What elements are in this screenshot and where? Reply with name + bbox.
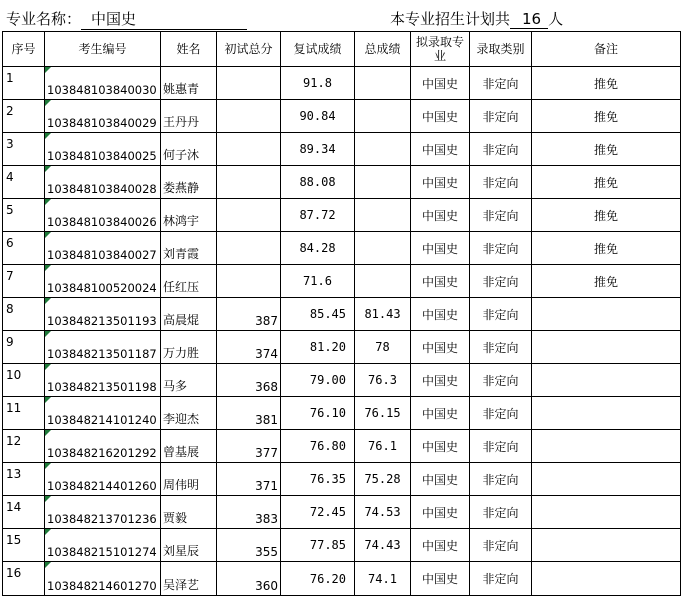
cell-category: 非定向 <box>470 463 532 496</box>
col-header-id: 考生编号 <box>45 32 161 67</box>
cell-category: 非定向 <box>470 166 532 199</box>
table-row <box>3 133 681 166</box>
cell-initial-score <box>217 67 281 100</box>
cell-candidate-id <box>45 133 161 166</box>
cell-total-score: 78 <box>355 331 411 364</box>
cell-category: 非定向 <box>470 397 532 430</box>
cell-seq: 5 <box>3 199 45 232</box>
cell-candidate-id <box>45 430 161 463</box>
cell-total-score <box>355 199 411 232</box>
cell-initial-score: 381 <box>217 397 281 430</box>
cell-retest-score: 76.20 <box>281 562 355 596</box>
plan-line <box>390 8 563 29</box>
cell-candidate-id <box>45 529 161 562</box>
cell-name: 任红压 <box>161 265 217 298</box>
cell-seq: 10 <box>3 364 45 397</box>
cell-major: 中国史 <box>411 331 470 364</box>
cell-note: 推免 <box>532 133 681 166</box>
col-header-initial: 初试总分 <box>217 32 281 67</box>
cell-note: 推免 <box>532 199 681 232</box>
candidate-id-text: 103848213701236 <box>47 512 157 526</box>
cell-retest-score: 84.28 <box>281 232 355 265</box>
col-header-seq: 序号 <box>3 32 45 67</box>
cell-name: 何子沐 <box>161 133 217 166</box>
cell-category: 非定向 <box>470 100 532 133</box>
cell-candidate-id <box>45 232 161 265</box>
cell-candidate-id <box>45 100 161 133</box>
cell-seq: 2 <box>3 100 45 133</box>
cell-seq: 16 <box>3 562 45 596</box>
cell-total-score: 76.1 <box>355 430 411 463</box>
cell-name: 姚惠青 <box>161 67 217 100</box>
candidate-id-text: 103848214101240 <box>47 413 157 427</box>
cell-note <box>532 364 681 397</box>
cell-name: 吴泽艺 <box>161 562 217 596</box>
cell-category: 非定向 <box>470 298 532 331</box>
cell-note <box>532 496 681 529</box>
cell-candidate-id <box>45 67 161 100</box>
cell-seq: 8 <box>3 298 45 331</box>
cell-note: 推免 <box>532 166 681 199</box>
candidate-id-text: 103848214401260 <box>47 479 157 493</box>
cell-major: 中国史 <box>411 463 470 496</box>
candidate-id-text: 103848103840028 <box>47 182 157 196</box>
text-number-indicator-icon <box>45 133 51 139</box>
cell-initial-score <box>217 232 281 265</box>
cell-note: 推免 <box>532 232 681 265</box>
candidate-id-text: 103848103840026 <box>47 215 157 229</box>
cell-category: 非定向 <box>470 133 532 166</box>
cell-retest-score: 71.6 <box>281 265 355 298</box>
cell-retest-score: 85.45 <box>281 298 355 331</box>
candidate-id-text: 103848213501198 <box>47 380 157 394</box>
cell-major: 中国史 <box>411 364 470 397</box>
cell-major: 中国史 <box>411 67 470 100</box>
text-number-indicator-icon <box>45 100 51 106</box>
cell-retest-score: 72.45 <box>281 496 355 529</box>
cell-seq: 1 <box>3 67 45 100</box>
cell-retest-score: 79.00 <box>281 364 355 397</box>
cell-initial-score: 387 <box>217 298 281 331</box>
cell-major: 中国史 <box>411 199 470 232</box>
cell-category: 非定向 <box>470 232 532 265</box>
cell-seq: 9 <box>3 331 45 364</box>
cell-candidate-id <box>45 298 161 331</box>
text-number-indicator-icon <box>45 232 51 238</box>
cell-category: 非定向 <box>470 430 532 463</box>
cell-major: 中国史 <box>411 166 470 199</box>
cell-candidate-id <box>45 562 161 596</box>
cell-note <box>532 331 681 364</box>
table-row <box>3 463 681 496</box>
cell-category: 非定向 <box>470 364 532 397</box>
text-number-indicator-icon <box>45 265 51 271</box>
cell-seq: 3 <box>3 133 45 166</box>
candidate-id-text: 103848103840029 <box>47 116 157 130</box>
col-header-name: 姓名 <box>161 32 217 67</box>
cell-category: 非定向 <box>470 265 532 298</box>
cell-note <box>532 562 681 596</box>
text-number-indicator-icon <box>45 496 51 502</box>
text-number-indicator-icon <box>45 364 51 370</box>
text-number-indicator-icon <box>45 430 51 436</box>
cell-candidate-id <box>45 166 161 199</box>
cell-initial-score <box>217 166 281 199</box>
plan-count: 16 <box>510 10 548 29</box>
cell-name: 马多 <box>161 364 217 397</box>
cell-seq: 14 <box>3 496 45 529</box>
cell-note: 推免 <box>532 67 681 100</box>
cell-retest-score: 90.84 <box>281 100 355 133</box>
cell-seq: 11 <box>3 397 45 430</box>
cell-initial-score: 377 <box>217 430 281 463</box>
cell-total-score: 74.53 <box>355 496 411 529</box>
cell-initial-score: 360 <box>217 562 281 596</box>
cell-name: 万力胜 <box>161 331 217 364</box>
major-line <box>6 8 247 30</box>
table-row <box>3 397 681 430</box>
cell-major: 中国史 <box>411 529 470 562</box>
cell-category: 非定向 <box>470 199 532 232</box>
cell-seq: 7 <box>3 265 45 298</box>
plan-prefix: 本专业招生计划共 <box>390 10 511 28</box>
cell-major: 中国史 <box>411 562 470 596</box>
cell-initial-score: 371 <box>217 463 281 496</box>
admission-table <box>2 31 681 596</box>
table-row <box>3 166 681 199</box>
cell-major: 中国史 <box>411 496 470 529</box>
cell-total-score: 74.43 <box>355 529 411 562</box>
cell-seq: 13 <box>3 463 45 496</box>
cell-category: 非定向 <box>470 529 532 562</box>
table-row <box>3 430 681 463</box>
cell-name: 娄燕静 <box>161 166 217 199</box>
cell-major: 中国史 <box>411 100 470 133</box>
cell-total-score: 81.43 <box>355 298 411 331</box>
cell-name: 林鸿宇 <box>161 199 217 232</box>
cell-name: 曾基展 <box>161 430 217 463</box>
text-number-indicator-icon <box>45 463 51 469</box>
cell-major: 中国史 <box>411 232 470 265</box>
table-row <box>3 232 681 265</box>
cell-initial-score <box>217 199 281 232</box>
cell-name: 王丹丹 <box>161 100 217 133</box>
cell-note <box>532 529 681 562</box>
col-header-retest: 复试成绩 <box>281 32 355 67</box>
cell-name: 李迎杰 <box>161 397 217 430</box>
cell-retest-score: 88.08 <box>281 166 355 199</box>
cell-category: 非定向 <box>470 496 532 529</box>
text-number-indicator-icon <box>45 166 51 172</box>
cell-total-score: 75.28 <box>355 463 411 496</box>
candidate-id-text: 103848103840025 <box>47 149 157 163</box>
cell-retest-score: 91.8 <box>281 67 355 100</box>
table-row <box>3 529 681 562</box>
cell-name: 周伟明 <box>161 463 217 496</box>
cell-initial-score: 383 <box>217 496 281 529</box>
cell-note <box>532 397 681 430</box>
cell-initial-score: 374 <box>217 331 281 364</box>
table-row <box>3 364 681 397</box>
cell-category: 非定向 <box>470 331 532 364</box>
text-number-indicator-icon <box>45 397 51 403</box>
table-row <box>3 199 681 232</box>
sheet-header <box>0 0 694 30</box>
cell-note <box>532 298 681 331</box>
cell-total-score <box>355 166 411 199</box>
text-number-indicator-icon <box>45 199 51 205</box>
table-row <box>3 100 681 133</box>
cell-total-score <box>355 100 411 133</box>
candidate-id-text: 103848100520024 <box>47 281 157 295</box>
cell-major: 中国史 <box>411 265 470 298</box>
cell-note: 推免 <box>532 265 681 298</box>
cell-category: 非定向 <box>470 67 532 100</box>
table-row <box>3 562 681 596</box>
table-row <box>3 298 681 331</box>
major-label: 专业名称： <box>6 10 82 28</box>
col-header-category: 录取类别 <box>470 32 532 67</box>
col-header-total: 总成绩 <box>355 32 411 67</box>
text-number-indicator-icon <box>45 331 51 337</box>
table-row <box>3 67 681 100</box>
cell-initial-score <box>217 133 281 166</box>
cell-seq: 15 <box>3 529 45 562</box>
candidate-id-text: 103848213501187 <box>47 347 157 361</box>
text-number-indicator-icon <box>45 298 51 304</box>
cell-retest-score: 87.72 <box>281 199 355 232</box>
cell-total-score: 76.15 <box>355 397 411 430</box>
cell-total-score <box>355 67 411 100</box>
cell-candidate-id <box>45 364 161 397</box>
cell-total-score: 76.3 <box>355 364 411 397</box>
col-header-major: 拟录取专业 <box>411 32 470 67</box>
candidate-id-text: 103848214601270 <box>47 579 157 593</box>
cell-major: 中国史 <box>411 430 470 463</box>
cell-category: 非定向 <box>470 562 532 596</box>
cell-retest-score: 81.20 <box>281 331 355 364</box>
cell-retest-score: 77.85 <box>281 529 355 562</box>
cell-retest-score: 89.34 <box>281 133 355 166</box>
cell-retest-score: 76.80 <box>281 430 355 463</box>
table-row <box>3 331 681 364</box>
cell-major: 中国史 <box>411 397 470 430</box>
text-number-indicator-icon <box>45 562 51 568</box>
cell-total-score: 74.1 <box>355 562 411 596</box>
cell-candidate-id <box>45 265 161 298</box>
cell-initial-score: 355 <box>217 529 281 562</box>
candidate-id-text: 103848215101274 <box>47 545 157 559</box>
major-value: 中国史 <box>81 8 247 30</box>
cell-candidate-id <box>45 496 161 529</box>
cell-candidate-id <box>45 463 161 496</box>
cell-seq: 4 <box>3 166 45 199</box>
header-row <box>3 32 681 67</box>
cell-note <box>532 463 681 496</box>
cell-name: 刘青霞 <box>161 232 217 265</box>
cell-candidate-id <box>45 199 161 232</box>
candidate-id-text: 103848216201292 <box>47 446 157 460</box>
candidate-id-text: 103848103840030 <box>47 83 157 97</box>
text-number-indicator-icon <box>45 529 51 535</box>
cell-total-score <box>355 232 411 265</box>
candidate-id-text: 103848213501193 <box>47 314 157 328</box>
cell-retest-score: 76.35 <box>281 463 355 496</box>
cell-candidate-id <box>45 331 161 364</box>
cell-initial-score <box>217 100 281 133</box>
cell-total-score <box>355 133 411 166</box>
table-body <box>3 67 681 596</box>
cell-seq: 6 <box>3 232 45 265</box>
cell-major: 中国史 <box>411 298 470 331</box>
cell-retest-score: 76.10 <box>281 397 355 430</box>
cell-initial-score <box>217 265 281 298</box>
cell-name: 刘星辰 <box>161 529 217 562</box>
cell-major: 中国史 <box>411 133 470 166</box>
candidate-id-text: 103848103840027 <box>47 248 157 262</box>
cell-initial-score: 368 <box>217 364 281 397</box>
col-header-note: 备注 <box>532 32 681 67</box>
table-row <box>3 265 681 298</box>
plan-suffix: 人 <box>548 10 564 28</box>
cell-seq: 12 <box>3 430 45 463</box>
cell-name: 贾毅 <box>161 496 217 529</box>
cell-candidate-id <box>45 397 161 430</box>
cell-note: 推免 <box>532 100 681 133</box>
text-number-indicator-icon <box>45 67 51 73</box>
cell-total-score <box>355 265 411 298</box>
table-row <box>3 496 681 529</box>
cell-name: 高晨焜 <box>161 298 217 331</box>
cell-note <box>532 430 681 463</box>
